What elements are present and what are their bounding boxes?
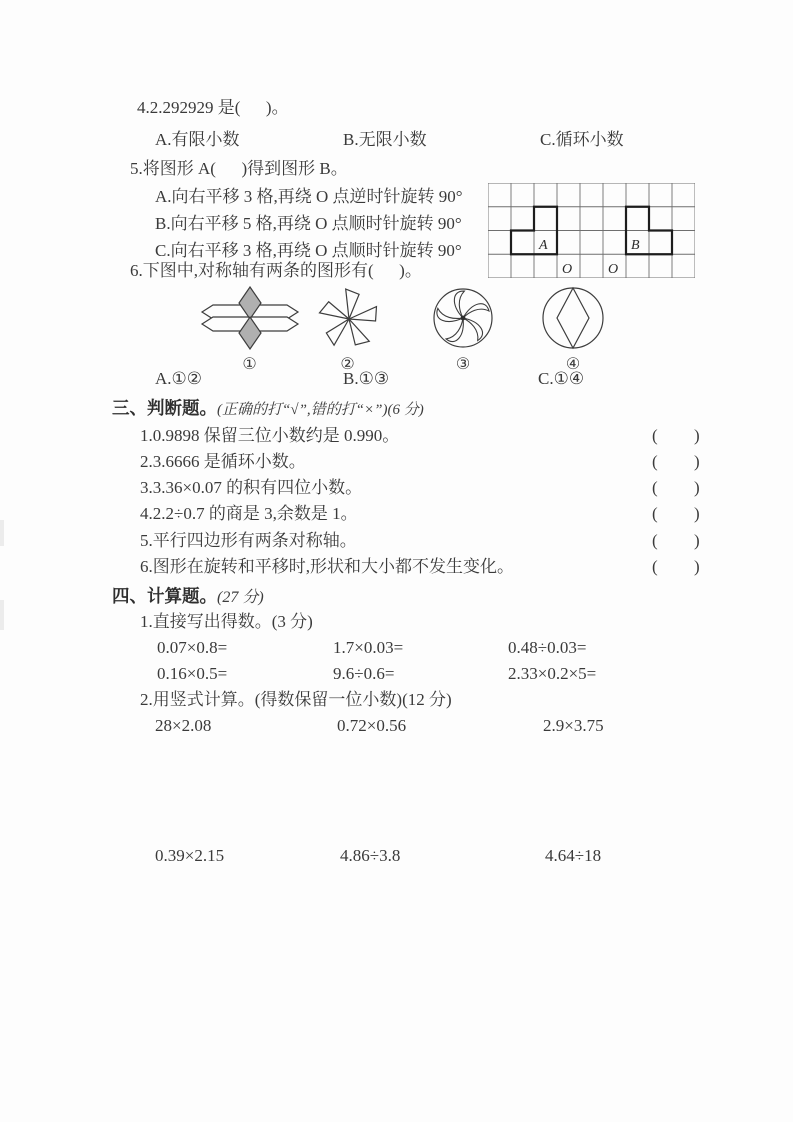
scan-artifact [0, 600, 4, 630]
mental-calc-expression: 9.6÷0.6= [333, 664, 395, 683]
mental-calc-expression: 1.7×0.03= [333, 638, 404, 657]
grid-label-o1: O [562, 262, 573, 277]
q6-option-a: A.①② [155, 369, 203, 388]
answer-paren-open: ( [652, 531, 658, 550]
column-calc-expression: 4.64÷18 [545, 846, 602, 865]
answer-paren-close: ) [694, 504, 700, 523]
star-with-shaded-diamonds-icon [200, 286, 300, 350]
circle-with-swirl-flower-icon [421, 286, 506, 350]
calc-sub2-title: 2.用竖式计算。(得数保留一位小数)(12 分) [140, 690, 452, 709]
symmetry-figure-4 [526, 286, 620, 374]
column-calc-expression: 0.39×2.15 [155, 846, 225, 865]
section-4-header [112, 586, 264, 608]
q5-option-c: C.向右平移 3 格,再绕 O 点顺时针旋转 90° [155, 241, 462, 260]
five-blade-pinwheel-icon [303, 286, 393, 350]
q4-option-b: B.无限小数 [343, 130, 427, 149]
answer-paren-open: ( [652, 557, 658, 576]
question-5-text: 5.将图形 A( )得到图形 B。 [130, 159, 348, 178]
mental-calc-expression: 2.33×0.2×5= [508, 664, 597, 683]
answer-paren-close: ) [694, 452, 700, 471]
answer-paren-open: ( [652, 478, 658, 497]
mental-calc-expression: 0.48÷0.03= [508, 638, 587, 657]
grid-label-o2: O [608, 262, 619, 277]
question-6-text: 6.下图中,对称轴有两条的图形有( )。 [130, 261, 422, 280]
column-calc-expression: 0.72×0.56 [337, 716, 407, 735]
column-calc-expression: 2.9×3.75 [543, 716, 604, 735]
q5-option-a: A.向右平移 3 格,再绕 O 点逆时针旋转 90° [155, 187, 463, 206]
grid-label-b: B [631, 238, 640, 253]
section-4-title: 四、计算题。 [112, 586, 217, 606]
q4-option-c: C.循环小数 [540, 130, 624, 149]
mental-calc-expression: 0.07×0.8= [157, 638, 228, 657]
judgment-item: 5.平行四边形有两条对称轴。 [140, 531, 357, 550]
answer-paren-open: ( [652, 504, 658, 523]
judgment-item: 1.0.9898 保留三位小数约是 0.990。 [140, 426, 400, 445]
judgment-item: 6.图形在旋转和平移时,形状和大小都不发生变化。 [140, 557, 514, 576]
question-4-text: 4.2.292929 是( )。 [137, 98, 289, 117]
translation-rotation-grid-diagram [488, 183, 695, 278]
symmetry-figure-3 [418, 286, 508, 374]
figure-4-label: ④ [565, 356, 581, 373]
calc-sub1-title: 1.直接写出得数。(3 分) [140, 612, 313, 631]
answer-paren-close: ) [694, 478, 700, 497]
figure-2-label: ② [340, 356, 355, 373]
figure-1-label: ① [242, 356, 257, 373]
section-3-subtitle: (正确的打“√”,错的打“×”)(6 分) [217, 402, 424, 418]
section-3-title: 三、判断题。 [112, 398, 217, 418]
q6-option-c: C.①④ [538, 369, 585, 388]
judgment-item: 4.2.2÷0.7 的商是 3,余数是 1。 [140, 504, 358, 523]
answer-paren-open: ( [652, 426, 658, 445]
answer-paren-open: ( [652, 452, 658, 471]
grid-label-a: A [539, 238, 548, 253]
mental-calc-expression: 0.16×0.5= [157, 664, 228, 683]
section-3-header [112, 398, 424, 420]
answer-paren-close: ) [694, 426, 700, 445]
section-4-score: (27 分) [217, 589, 264, 606]
symmetry-figure-1 [197, 286, 302, 374]
q4-option-a: A.有限小数 [155, 130, 240, 149]
answer-paren-close: ) [694, 531, 700, 550]
column-calc-expression: 4.86÷3.8 [340, 846, 401, 865]
scan-artifact [0, 520, 4, 546]
circle-with-rhombus-icon [528, 286, 618, 350]
q6-option-b: B.①③ [343, 369, 390, 388]
q5-option-b: B.向右平移 5 格,再绕 O 点顺时针旋转 90° [155, 214, 462, 233]
symmetry-figure-2 [300, 286, 395, 374]
column-calc-expression: 28×2.08 [155, 716, 212, 735]
figure-3-label: ③ [455, 356, 471, 373]
judgment-item: 2.3.6666 是循环小数。 [140, 452, 306, 471]
answer-paren-close: ) [694, 557, 700, 576]
judgment-item: 3.3.36×0.07 的积有四位小数。 [140, 478, 363, 497]
